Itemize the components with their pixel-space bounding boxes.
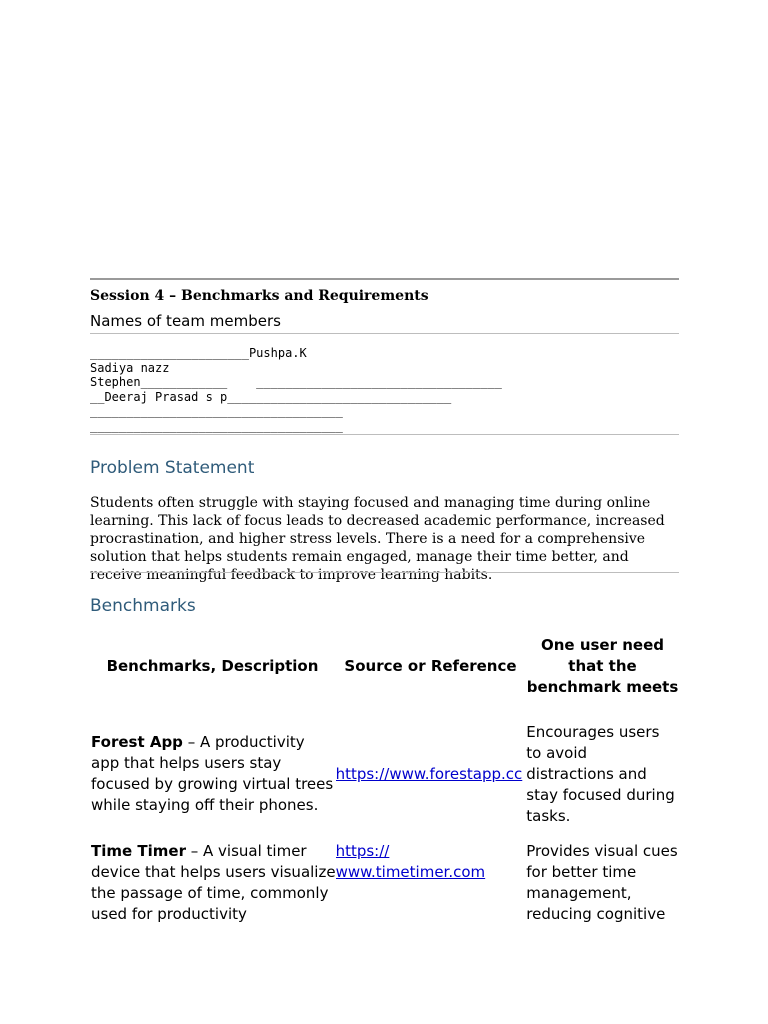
team-member-line: ___________________________________ [90, 418, 343, 433]
team-members-list [90, 346, 502, 433]
top-divider [90, 278, 679, 280]
benchmarks-heading: Benchmarks [90, 596, 196, 616]
benchmark-description: – A visual timer device that helps users visualize the passage of time, commonly used for productivity [91, 842, 336, 923]
names-divider [90, 333, 679, 334]
source-cell [336, 722, 527, 827]
header-benchmarks: Benchmarks, Description [106, 656, 319, 675]
team-member-line: Stephen____________ __________________________________ [90, 375, 502, 389]
benchmark-cell [90, 841, 336, 925]
problem-statement-heading: Problem Statement [90, 458, 255, 478]
benchmark-name: Time Timer [91, 842, 186, 860]
team-member-line: ______________________Pushpa.K [90, 346, 307, 360]
members-divider [90, 434, 679, 435]
team-member-line: Sadiya nazz [90, 360, 170, 375]
user-need-cell: Encourages users to avoid distractions and stay focused during tasks. [526, 723, 675, 825]
problem-statement-text: Students often struggle with staying focused and managing time during online learning. This lack of focus leads to decreased academic performance, increased procrastination, and higher stress levels. There is a need for a comprehensive solution that helps students remain engaged, manage their time better, and receive meaningful feedback to improve learning habits. [90, 495, 665, 583]
team-member-line: __Deeraj Prasad s p_______________________________ [90, 389, 452, 404]
table-row [90, 722, 679, 827]
user-need-cell: Provides visual cues for better time management, reducing cognitive [526, 842, 678, 923]
session-title: Session 4 – Benchmarks and Requirements [90, 288, 429, 304]
benchmark-description: – A productivity app that helps users stay focused by growing virtual trees while staying off their phones. [91, 733, 334, 814]
source-link[interactable]: https:// www.timetimer.com [335, 842, 486, 881]
header-user-need: One user need that the benchmark meets [526, 635, 679, 696]
source-cell [336, 841, 527, 925]
benchmark-cell [90, 722, 336, 827]
table-row [90, 841, 679, 925]
benchmark-name: Forest App [91, 733, 183, 751]
problem-divider [90, 572, 679, 573]
table-header-row [90, 624, 679, 708]
source-link[interactable]: https://www.forestapp.cc [335, 765, 523, 783]
header-source: Source or Reference [344, 656, 517, 675]
team-member-line: ___________________________________ [90, 404, 343, 418]
benchmarks-table [90, 624, 679, 925]
names-heading: Names of team members [90, 312, 281, 330]
